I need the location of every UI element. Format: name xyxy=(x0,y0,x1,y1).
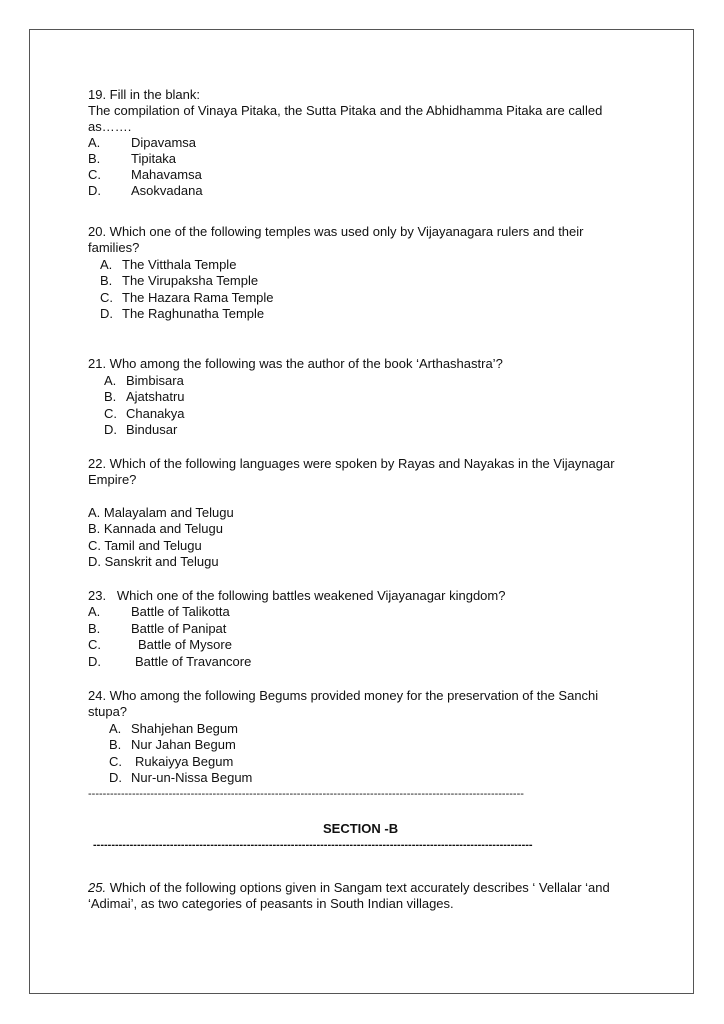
q25-text: Which of the following options given in Sangam text accurately describes ‘ Vellalar ‘and xyxy=(106,880,610,895)
q20-option-letter: C. xyxy=(100,290,113,305)
q23-option-letter: B. xyxy=(88,621,101,636)
q24-option-letter: A. xyxy=(109,721,122,736)
q23-option-letter: C. xyxy=(88,637,101,652)
q20-option-letter: D. xyxy=(100,306,113,321)
q23-option-text: Battle of Panipat xyxy=(131,621,227,636)
q20-option-letter: B. xyxy=(100,273,113,288)
q19-option-text: Asokvadana xyxy=(131,183,203,198)
q23-option-text: Battle of Travancore xyxy=(135,654,252,669)
q24-option-letter: C. xyxy=(109,754,122,769)
q22-option: C. Tamil and Telugu xyxy=(88,538,202,553)
q25-number: 25. xyxy=(88,880,107,895)
q24-option-text: Nur Jahan Begum xyxy=(131,737,236,752)
q20-option-text: The Virupaksha Temple xyxy=(122,273,259,288)
section-separator: ----------------------------------------------------------------------------------------------------------------------- xyxy=(88,788,524,800)
q20-heading: 20. Which one of the following temples was used only by Vijayanagara rulers and their xyxy=(88,224,584,239)
q23-option-letter: A. xyxy=(88,604,101,619)
q22-option: B. Kannada and Telugu xyxy=(88,521,223,536)
q20-option-text: The Raghunatha Temple xyxy=(122,306,265,321)
q22-option: A. Malayalam and Telugu xyxy=(88,505,234,520)
q20-option-text: The Hazara Rama Temple xyxy=(122,290,274,305)
q19-option-letter: D. xyxy=(88,183,101,198)
q22-text-line: Empire? xyxy=(88,472,137,487)
q19-option-letter: A. xyxy=(88,135,101,150)
q23-option-text: Battle of Mysore xyxy=(138,637,232,652)
q24-heading: 24. Who among the following Begums provided money for the preservation of the Sanchi xyxy=(88,688,599,703)
q20-text-line: families? xyxy=(88,240,140,255)
q19-option-text: Tipitaka xyxy=(131,151,177,166)
q23-heading: 23. Which one of the following battles weakened Vijayanagar kingdom? xyxy=(88,588,506,603)
q21-option-letter: D. xyxy=(104,422,117,437)
q24-option-letter: B. xyxy=(109,737,122,752)
q19-option-letter: C. xyxy=(88,167,101,182)
q19-option-text: Mahavamsa xyxy=(131,167,202,182)
q20-option-letter: A. xyxy=(100,257,113,272)
q24-option-text: Shahjehan Begum xyxy=(131,721,238,736)
q21-heading: 21. Who among the following was the author of the book ‘Arthashastra’? xyxy=(88,356,503,371)
section-separator-bold: ------------------------------------------------------------------------------------------------------------------------ xyxy=(93,839,533,851)
q21-option-letter: A. xyxy=(104,373,117,388)
q19-text-line: The compilation of Vinaya Pitaka, the Sutta Pitaka and the Abhidhamma Pitaka are called xyxy=(88,103,603,118)
q21-option-letter: B. xyxy=(104,389,117,404)
q22-option: D. Sanskrit and Telugu xyxy=(88,554,219,569)
q24-text-line: stupa? xyxy=(88,704,128,719)
q21-option-letter: C. xyxy=(104,406,117,421)
q25-text-line: ‘Adimai’, as two categories of peasants in South Indian villages. xyxy=(88,896,454,911)
q23-option-text: Battle of Talikotta xyxy=(131,604,230,619)
q19-text-line: as……. xyxy=(88,119,132,134)
q25-heading xyxy=(88,880,610,896)
q23-option-letter: D. xyxy=(88,654,101,669)
q22-heading: 22. Which of the following languages were spoken by Rayas and Nayakas in the Vijaynagar xyxy=(88,456,615,471)
q24-option-text: Rukaiyya Begum xyxy=(135,754,234,769)
q24-option-text: Nur-un-Nissa Begum xyxy=(131,770,253,785)
q20-option-text: The Vitthala Temple xyxy=(122,257,237,272)
q19-option-letter: B. xyxy=(88,151,101,166)
q19-option-text: Dipavamsa xyxy=(131,135,197,150)
q21-option-text: Bimbisara xyxy=(126,373,184,388)
q24-option-letter: D. xyxy=(109,770,122,785)
q19-heading: 19. Fill in the blank: xyxy=(88,87,201,102)
q21-option-text: Ajatshatru xyxy=(126,389,185,404)
q21-option-text: Bindusar xyxy=(126,422,178,437)
section-title: SECTION -B xyxy=(323,821,399,836)
q21-option-text: Chanakya xyxy=(126,406,185,421)
